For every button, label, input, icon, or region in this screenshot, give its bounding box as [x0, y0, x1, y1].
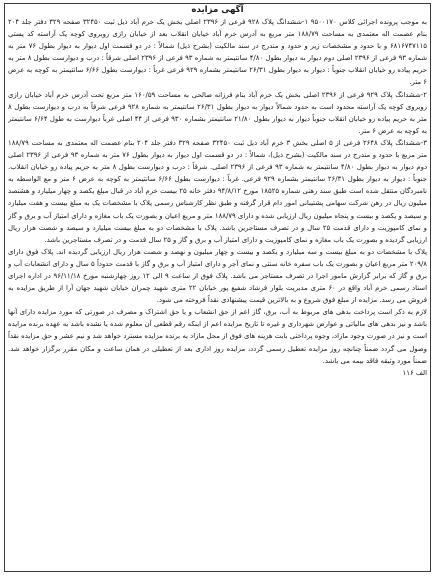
notice-title: آگهی مزایده [191, 5, 244, 15]
paragraph-plot-2648: ۳-ششدانگ پلاک ۲۶۴۸ فرعی از ۵ اصلی بخش ۳ خرم آباد ذیل ثبت ۳۲۴۵۰ صفحه ۳۲۹ دفتر جلد ۲۰۴ بنام عصمت اله معتمدی به مساحت ۱۸۸/۷۹ متر مربع با حدود و مندرج در سند مالکیت (بشرح ذیل)، شمالاً : در دو قسمت اول دیوار به دیوار بطول ۷۶ متر به شماره ۹۳ فرعی از ۲۳۹۶ اصلی دوم دیوار به دیوار بطول ۴/۸۰ سانتیمتر به شماره ۹۳ فرعی از ۲۳۹۶ اصلی. شرقاً : درب و دیوارست بطول ۸ متر به حریم پیاده رو خیابان انقلاب. جنوباً : دیوار به دیوار بطول ۲۶/۳۱ سانتیمتر بشماره ۹۲۹ فرعی. غرباً : دیوارست بطول ۶/۶۶ سانتیمتر به کوچه به عرض ۶ متر و مع الواسطه به نامبردگان منتقل شده است طبق سند رهنی شماره ۱۸۵۲۵ مورخ ۹۴/۸/۱۲ دفتر خانه ۲۵ بیست خرم آباد در قبال مبلغ یکصد و چهار میلیارد و هشتصد میلیون ریال در رهن شرکت سهامی پشتیبانی امور دام قرار گرفته و طبق نظر کارشناس رسمی پلاک با مشخصات یک به مبلغ بیست و هفت میلیارد و سیصد و یکصد و بیست و پنجاه میلیون ریال ارزیابی شده و دارای ۱۸۸/۷۹ متر و مربع اعیان و بصورت یک باب مغازه و دارای امتیاز آب و برق و گاز و نمای کامپوزیت و دارای قدمت ۲۵ سال و در تصرف مستاجرین باشد. پلاک با مشخصات دو به مبلغ بیست میلیارد و سیصد و شصت هزار ریال ارزیابی گردیده و بصورت یک باب مغازه و نمای کامپوزیت و دارای امتیاز آب و برق و گاز و ۲۵ سال قدمت و در تصرف مستاجرین باشد. [8, 138, 427, 244]
paragraph-conditions: لازم به ذکر است پرداخت بدهی های مربوط به آب، برق، گاز اعم از حق انشعاب و یا حق اشتراک و مصرف در صورتی که مورد مزایده دارای آنها باشد و نیز بدهی های مالیاتی و عوارض شهرداری و غیره تا تاریخ مزایده اعم از اینکه رقم قطعی آن معلوم شده یا نشده باشد به عهده برنده مزایده است و نیز در صورت وجود مازاد، وجوه پرداختی بابت هزینه های فوق از محل مازاد به برنده مزایده مسترد خواهد شد و نیم عشر و حق مزایده نقداً وصول می گردد ضمناً چنانچه روز مزایده تعطیل رسمی گردد، مزایده روز اداری بعد از تعطیلی در همان ساعت و مکان مقرر برگزار خواهد شد. ضمناً مورد وثیقه فاقد بیمه می باشد. [8, 308, 427, 365]
paragraph-auction-details: پلاک با مشخصات دو به مبلغ بیست و سه میلیارد و یکصد و بیست و چهار میلیون و نهصد و شصت هزار ریال ارزیابی گردیده اند. پلاک فوق دارای ۲۰۹/۸ متر مربع اعیان و بصورت یک باب سفره خانه سنتی و نمای آجر و دارای امتیاز آب و برق و گاز با قدمت حدوداً ۵ سال و دارای انشعابات آب و برق و گاز که برابر گزارش مامور اجرا در تصرف مستاجر می باشد. پلاک فوق از ساعت ۹ الی ۱۲ روز چهارشنبه مورخ ۹۶/۱۱/۱۸ در اداره اجرای اسناد رسمی خرم آباد واقع در ۶۰ متری مدیریت بلوار فرشاد شفیع پور خیابان ۲۲ متری شهید چمران خیابان شهید جهان آرا از طریق مزایده به فروش می رسد. مزایده از مبلغ فوق شروع و به بالاترین قیمت پیشنهادی نقداً فروخته می شود. [8, 247, 427, 305]
notice-body [8, 16, 427, 568]
paragraph-plot-928: به موجب پرونده اجرائی کلاس ۹۵۰۰۱۷۰ ۱-ششدانگ پلاک ۹۲۸ فرعی از ۲۳۹۶ اصلی بخش یک خرم آباد ذیل ثبت ۳۲۴۵۰ صفحه ۳۲۹ دفتر جلد ۲۰۴ بنام عصمت اله معتمدی به مساحت ۱۸۸/۷۹ متر مربع به آدرس خرم آباد خیابان انقلاب بعد از خیابان رازی روبروی کوچه یک آراسته کد پستی ۶۸۱۶۷۴۷۱۱۵ و با حدود و مشخصات زیر و حدود و مندرج در سند مالکیت (بشرح ذیل) شمالاً : در دو قسمت اول دیوار به دیوار بطول ۷۶ متر به شماره ۹۳ فرعی از ۲۳۹۶ اصلی دوم دیوار به دیوار بطول ۴/۸۰ سانتیمتر به شماره ۹۳ فرعی از ۲۳۹۶ اصلی شرقاً : درب و دیوارست بطول ۸ متر به حریم پیاده رو خیابان انقلاب جنوباً : دیوار به دیوار بطول ۲۶/۳۱ سانتیمتر بشماره ۹۲۹ فرعی غرباً : دیوارست بطول ۶/۶۶ سانتیمتر به کوچه به عرض ۶ متر. [8, 18, 427, 87]
paragraph-plot-929: ۲-ششدانگ پلاک ۹۲۹ فرعی از ۲۳۹۶ اصلی بخش یک خرم آباد بنام فرزانه صالحی به مساحت ۱۶۰/۵۹ متر مربع تحت آدرس خرم آباد خیابان رازی روبروی کوچه یک آراسته محدود است به حدود شمالاً دیوار به دیوار بطول ۲۶/۳۱ سانتیمتر به شماره ۹۲۸ فرعی شرقاً به درب و دیوارست بطول ۸ متر به حریم پیاده رو خیابان انقلاب جنوباً دیوار به دیوار بطول ۲۱/۸۰ سانتیمتر بشماره ۹۳۰ فرعی از ۴۴ اصلی غرباً دیوارست به طول ۶/۶۴ سانتیمتر به کوچه به عرض ۶ متر. [8, 90, 427, 135]
folio-number: الف ۱۱۶ [402, 368, 427, 377]
